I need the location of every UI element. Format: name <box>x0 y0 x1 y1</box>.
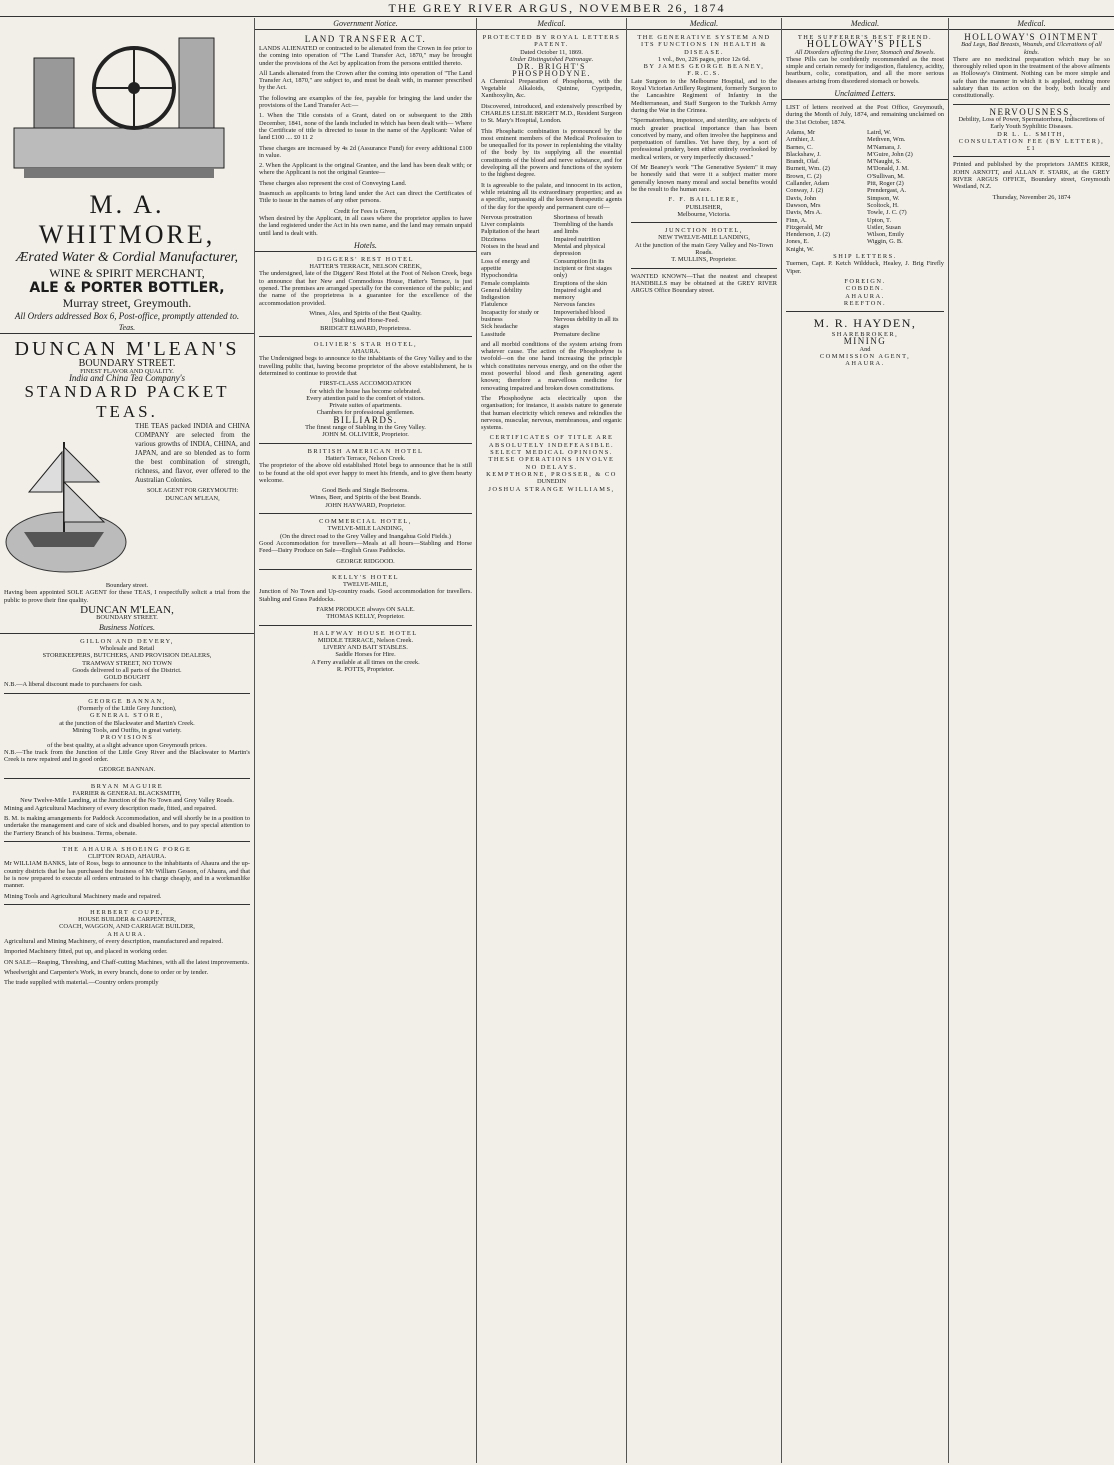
phosphodyne-para: and all morbid conditions of the system arising from whatever cause. The action of the Phosphodyne is twofold—on the one hand increasing the principle which constitutes nervous energy, and on the other the most powerful blood and flesh generating agent known; therefore a marvellous medicine for renovating impaired and broken down constitutions. <box>481 340 622 392</box>
land-transfer-para: These charges are increased by 4s 2d (Assurance Fund) for every additional £100 in value. <box>259 144 472 159</box>
kelly-line: TWELVE-MILE, <box>342 581 389 589</box>
phosphodyne-para: Discovered, introduced, and extensively prescribed by CHARLES LESLIE BRIGHT M.D., Resident Surgeon to St. Mary's Hospital, London. <box>481 102 622 125</box>
duncan-sig: DUNCAN M'LEAN, <box>80 604 174 617</box>
names-list-b <box>867 129 944 253</box>
whitmore-sub3: ALE & PORTER BOTTLER, <box>29 280 225 297</box>
duncan-title: DUNCAN M'LEAN'S <box>14 338 240 361</box>
gillon-line: Wholesale and Retail <box>99 644 155 652</box>
land-transfer-para: Credit for Fees is Given, <box>333 207 397 215</box>
generative-para: Of Mr Beaney's work "The Generative System" it may be honestly said that were it a subject matter more generally known many moral and social benefits would be the result to the human race. <box>631 164 777 193</box>
condition-item: Nervous debility in all its stages <box>553 315 619 331</box>
bannan-line: PROVISIONS <box>100 734 154 742</box>
land-transfer-para: Inasmuch as applicants to bring land under the Act can direct the Certificates of Title to issue in the names of any other persons. <box>259 190 472 205</box>
teas-header: Teas. <box>0 322 254 334</box>
agent-street: Boundary street. <box>105 582 149 590</box>
condition-item: Nervous fancies <box>553 301 595 309</box>
condition-item: Lassitude <box>481 330 506 338</box>
wanted-known: WANTED KNOWN—That the neatest and cheapest HANDBILLS may be obtained at the GREY RIVER ARGUS Office Boundary street. <box>631 272 777 295</box>
letters-intro: LIST of letters received at the Post Office, Greymouth, during the Month of July, 1874, and remaining unclaimed on the 31st October, 1874. <box>786 104 944 126</box>
condition-item: Sick headache <box>481 323 518 331</box>
reefton: REEFTON. <box>843 299 887 307</box>
diggers-line: HATTER'S TERRACE, NELSON CREEK, <box>309 263 422 271</box>
olivier-line: Private suites of apartments. <box>329 402 402 410</box>
whitmore-sub2: WINE & SPIRIT MERCHANT, <box>49 266 205 281</box>
bannan-line: GEORGE BANNAN. <box>98 766 156 774</box>
ahaura-line: Mining Tools and Agricultural Machinery made and repaired. <box>4 892 162 900</box>
condition-item: Shortness of breath <box>553 213 603 221</box>
condition-item: Flatulence <box>481 301 508 309</box>
british-line: JOHN HAYWARD, Proprietor. <box>325 501 406 509</box>
condition-item: Incapacity for study or business <box>481 308 540 323</box>
foreign: FOREIGN. <box>844 277 886 285</box>
nervousness-line: Debility, Loss of Power, Spermatorrhœa, Indiscretions of Early Youth Syphilitic Diseases. <box>958 115 1105 131</box>
diggers-line: The undersigned, late of the Diggers' Rest Hotel at the Foot of Nelson Creek, begs to announce that her New and Commodious House, Hatter's Terrace, is just opened. The premises are arranged specially for the convenience of the public; and the name of the proprietress is a guarantee for the excellence of the accommodation provided. <box>259 270 472 307</box>
condition-item: Liver complaints <box>481 221 525 229</box>
coupe-line: Wheelwright and Carpenter's Work, in every branch, done to order or by tender. <box>4 968 209 976</box>
duncan-sig2: BOUNDARY STREET. <box>96 614 158 622</box>
coupe-line: ON SALE—Reaping, Threshing, and Chaff-cutting Machines, with all the latest improvements. <box>4 958 250 966</box>
date-line: Thursday, November 26, 1874 <box>992 193 1071 201</box>
condition-item: Impoverished blood <box>553 308 605 316</box>
condition-item: Impaired nutrition <box>553 235 601 243</box>
letter-name: Wiggin, G. B. <box>867 238 903 246</box>
letter-name: Fitzgerald, Mr <box>786 223 823 231</box>
generative-para: Late Surgeon to the Melbourne Hospital, and to the Royal Victorian Artillery Regiment, formerly Surgeon to the Lancashire Regiment of Infantry in the Mediterranean, and Staff Surgeon to the Turkish Army during the War in the Crimea. <box>631 77 777 114</box>
condition-item: Eruptions of the skin <box>553 279 607 287</box>
condition-item: Loss of energy and appetite <box>481 257 530 272</box>
friend-line: THE SUFFERER'S BEST FRIEND. <box>797 34 933 41</box>
land-transfer-para: The following are examples of the fee, payable for bringing the land under the provisions of the Land Transfer Act:— <box>259 94 472 110</box>
letter-name: M'Guire, John (2) <box>867 150 913 158</box>
condition-item: Dizziness <box>481 235 506 243</box>
land-transfer-para: LANDS ALIENATED or contracted to be alienated from the Crown in fee prior to the coming into operation of "The Land Transfer Act, 1870," may be brought under the provisions of the Act by application from the persons entitled thereto. <box>259 45 472 67</box>
letter-name: Scoltock, H. <box>867 201 899 209</box>
bailliere: F. F. BAILLIERE, <box>668 196 740 204</box>
finest-flavor: FINEST FLAVOR AND QUALITY. <box>80 367 174 375</box>
bannan-line: N.B.—The track from the Junction of the Little Grey River and the Blackwater to Martin's Creek is now repaired and in good order. <box>4 748 250 764</box>
hayden-line: COMMISSION AGENT, <box>819 352 911 360</box>
halfway-title: HALFWAY HOUSE HOTEL <box>313 629 418 637</box>
maguire-line: FARRIER & GENERAL BLACKSMITH, <box>72 790 182 798</box>
engraving-machinery <box>4 18 234 188</box>
commercial-title: COMMERCIAL HOTEL, <box>319 518 412 526</box>
olivier-line: for which the house has become celebrated. <box>309 387 422 395</box>
land-transfer-para: 2. When the Applicant is the original Grantee, and the land has been dealt with; or where the Applicant is not the original Grantee— <box>259 162 472 177</box>
commercial-line: GEORGE RIDGOOD. <box>336 557 395 565</box>
condition-item: Impaired sight and memory <box>553 286 602 302</box>
british-title: BRITISH AMERICAN HOTEL <box>307 447 424 455</box>
letter-name: Methven, Wm. <box>867 136 906 144</box>
junction-line: At the junction of the main Grey Valley and No-Town Roads. <box>634 241 774 257</box>
tea-text: THE TEAS packed INDIA and CHINA COMPANY are selected from the various growths of INDIA, CHINA, and JAPAN, and are so blended as to form the best combination of strength, richness, and flavor, ever offered to the Australian Colonies. <box>135 422 250 485</box>
junction-title: JUNCTION HOTEL, <box>665 227 743 235</box>
business-header: Business Notices. <box>0 622 254 634</box>
letter-name: Adams, Mr <box>786 128 816 136</box>
letter-name: Jones, E. <box>786 238 809 246</box>
gillon-line: N.B.—A liberal discount made to purchasers for cash. <box>4 681 143 689</box>
condition-item: Hypochondria <box>481 272 518 280</box>
land-transfer-para: When desired by the Applicant, in all cases where the proprietor applies to have the land registered under the Act in his own name, and the land may remain unpaid until land is dealt with. <box>259 214 472 237</box>
ointment-sub: Bad Legs, Bad Breasts, Wounds, and Ulcerations of all kinds. <box>961 41 1102 56</box>
letter-name: Simpson, W. <box>867 194 900 202</box>
olivier-title: OLIVIER'S STAR HOTEL, <box>313 340 418 348</box>
melbourne: Melbourne, Victoria. <box>677 210 731 218</box>
beaney-line: BY JAMES GEORGE BEANEY, F.R.C.S. <box>643 63 765 78</box>
halfway-line: A Ferry available at all times on the creek. <box>311 658 420 666</box>
land-transfer-para: All Lands alienated from the Crown after the coming into operation of "The Land Transfer Act, 1870," are subject to, and must be dealt with, in manner prescribed by the Act. <box>259 69 472 92</box>
hotels-header: Hotels. <box>255 240 476 252</box>
printed-line: Printed and published by the proprietors JAMES KERR, JOHN ARNOTT, and ALLAN F. STARK, at the GREY RIVER ARGUS OFFICE, Boundary street, Greymouth Westland, N.Z. <box>953 161 1110 191</box>
olivier-line: AHAURA. <box>351 348 380 356</box>
condition-item: Mental and physical depression <box>553 243 606 258</box>
kempthorne: KEMPTHORNE, PROSSER, & CO <box>486 470 617 478</box>
medical-header: Medical. <box>782 18 948 30</box>
letter-name: Barnes, C. <box>786 143 813 151</box>
condition-item: Premature decline <box>553 330 600 338</box>
maguire-line: New Twelve-Mile Landing, at the Junction of the No Town and Grey Valley Roads. <box>20 797 234 805</box>
olivier-line: Every attention paid to the comfort of visitors. <box>306 394 425 402</box>
ointment-para: There are no medicinal preparation which may be so thoroughly relied upon in the treatment of the above ailments as Holloway's Ointment. Nothing can be more simple and safe than the manner in which it is applied, nothing more salutary than its action on the body, both locally and constitutionally. <box>953 55 1110 100</box>
pills-para: These Pills can be confidently recommended as the most simple and certain remedy for indigestion, flatulency, acidity, heartburn, colic, constipation, and all the more serious diseases arising from disordered stomach or bowels. <box>786 55 944 85</box>
letter-name: Pitt, Roger (2) <box>867 180 904 188</box>
olivier-line: JOHN M. OLLIVIER, Proprietor. <box>322 431 409 439</box>
condition-item: Female complaints <box>481 279 530 287</box>
letter-name: Finn, A. <box>786 216 807 224</box>
coupe-line: The trade supplied with material.—Country orders promptly <box>4 979 159 987</box>
letter-name: Brown, C. (2) <box>786 172 822 180</box>
masthead: THE GREY RIVER ARGUS, NOVEMBER 26, 1874 <box>0 0 1114 17</box>
coupe-line: HOUSE BUILDER & CARPENTER, <box>78 916 176 924</box>
generative-para: "Spermatorrhœa, impotence, and sterility, are subjects of much greater practical importance than has been conceived by many, and often involve the happiness and perpetuation of families. Yet have they, by a sort of professional prudery, been either entirely overlooked by medical writers, or very imperfectly discussed." <box>631 117 777 161</box>
land-transfer-title: LAND TRANSFER ACT. <box>304 34 427 44</box>
land-transfer-para: These charges also represent the cost of Conveying Land. <box>259 179 407 187</box>
letter-name: Brandt, Olaf. <box>786 158 820 166</box>
patronage-line: Under Distinguished Patronage. <box>509 55 594 63</box>
letter-name: M'Donald, J. M. <box>867 165 909 173</box>
holloway-pills: HOLLOWAY'S PILLS <box>806 39 924 51</box>
vol-line: 1 vol., 8vo, 226 pages, price 12s 6d. <box>657 55 751 63</box>
bright-title: DR. BRIGHT'S PHOSPHODYNE. <box>512 62 591 79</box>
letter-name: Ustler, Susan <box>867 223 901 231</box>
publisher: PUBLISHER, <box>685 203 723 211</box>
standard-packet: STANDARD PACKET TEAS. <box>24 382 230 422</box>
dated-line: Dated October 11, 1869. <box>520 48 583 56</box>
kelly-line: THOMAS KELLY, Proprietor. <box>326 613 405 621</box>
bannan-line: (Formerly of the Little Grey Junction), <box>77 705 177 713</box>
ship-letters: SHIP LETTERS. <box>833 253 897 261</box>
condition-item: Trembling of the hands and limbs <box>553 221 614 236</box>
commercial-line: (On the direct road to the Grey Valley and Inangahua Gold Fields.) <box>280 532 451 540</box>
whitmore-title: M. A. WHITMORE, <box>38 190 216 250</box>
india-china: India and China Tea Company's <box>68 372 186 383</box>
select-opinions: SELECT MEDICAL OPINIONS. <box>490 449 613 457</box>
gillon-title: GILLON AND DEVERY, <box>80 637 174 645</box>
halfway-line: LIVERY AND BAIT STABLES. <box>323 644 408 652</box>
ship-line: Tuernen, Capt. P. Ketch Wildduck, Healey, J. Brig Firefly Viper. <box>786 260 944 275</box>
medical-header: Medical. <box>949 18 1114 30</box>
coupe-line: AHAURA. <box>107 930 147 938</box>
commercial-line: TWELVE-MILE LANDING, <box>327 525 404 533</box>
bannan-line: GENERAL STORE, <box>90 712 164 720</box>
halfway-line: R. POTTS, Proprietor. <box>336 666 395 674</box>
letter-name: Arnthier, J. <box>786 136 815 144</box>
whitmore-sub1: Ærated Water & Cordial Manufacturer, <box>15 250 239 266</box>
letter-name: Henderson, J. (2) <box>786 231 831 239</box>
gillon-line: GOLD BOUGHT <box>104 674 150 682</box>
diggers-line: BRIDGET ELWARD, Proprietress. <box>320 324 411 332</box>
diggers-line: Wines, Ales, and Spirits of the Best Quality. <box>309 309 422 317</box>
junction-line: NEW TWELVE-MILE LANDING, <box>658 234 750 242</box>
phosphodyne-para: A Chemical Preparation of Phosphorus, with the Vegetable Alkaloids, Quinine, Cypripedin, Xanthoxylin, &c. <box>481 77 622 100</box>
maguire-line: B. M. is making arrangements for Paddock Accommodation, and will shortly be in a position to undertake the management and care of sick and disabled horses, and to pay special attention to the Farriery Branch of his business. Terms, obenate. <box>4 814 250 837</box>
cobden: COBDEN. <box>845 285 885 293</box>
condition-item: Palpitation of the heart <box>481 228 540 236</box>
letter-name: Burnett, Wm. (2) <box>786 165 830 173</box>
generative-title: THE GENERATIVE SYSTEM AND ITS FUNCTIONS IN HEALTH & DISEASE. <box>637 34 771 56</box>
gillon-line: STOREKEEPERS, BUTCHERS, AND PROVISION DEALERS, <box>42 652 212 660</box>
bannan-line: of the best quality, at a slight advance upon Greymouth prices. <box>47 741 207 749</box>
letter-name: O'Sullivan, M. <box>867 172 905 180</box>
olivier-line: BILLIARDS. <box>333 414 398 425</box>
halfway-line: Saddle Horses for Hire. <box>335 651 396 659</box>
letter-name: Towle, J. C. (7) <box>867 209 907 217</box>
agent-name: DUNCAN M'LEAN, <box>165 495 220 503</box>
coupe-title: HERBERT COUPE, <box>90 908 164 916</box>
government-notice-header: Government Notice. <box>255 18 476 30</box>
letter-name: M'Namara, J. <box>867 143 902 151</box>
williams-sig: JOSHUA STRANGE WILLIAMS, <box>488 485 615 493</box>
maguire-title: BRYAN MAGUIRE <box>90 782 164 790</box>
coupe-line: COACH, WAGGON, AND CARRIAGE BUILDER, <box>59 923 195 931</box>
column-5 <box>782 18 949 1463</box>
diggers-title: DIGGERS' REST HOTEL <box>317 255 414 263</box>
medical-header: Medical. <box>627 18 781 30</box>
certificates-heading: CERTIFICATES OF TITLE ARE ABSOLUTELY INDEFEASIBLE. <box>488 434 615 449</box>
pills-sub: All Disorders affecting the Liver, Stomach and Bowels. <box>794 48 936 56</box>
unclaimed-header: Unclaimed Letters. <box>782 88 948 100</box>
british-line: The proprietor of the above old established Hotel begs to announce that he is still to be found at the old spot ever happy to meet his friends, and to give them hearty welcome. <box>259 462 472 484</box>
condition-item: Nervous prostration <box>481 213 532 221</box>
hayden-line: AHAURA. <box>845 360 885 368</box>
hayden-line: MINING <box>843 336 887 347</box>
letter-name: Conway, J. (2) <box>786 187 824 195</box>
olivier-line: FIRST-CLASS ACCOMODATION <box>319 380 412 388</box>
letter-name: Knight, W. <box>786 245 814 253</box>
ahaura-title: THE AHAURA SHOEING FORGE <box>62 845 192 853</box>
boundary-street: BOUNDARY STREET. <box>78 358 176 370</box>
junction-line: T. MULLINS, Proprietor. <box>671 256 737 264</box>
hayden-line: SHAREBROKER, <box>831 331 899 339</box>
coupe-line: Imported Machinery fitted, put up, and placed in working order. <box>4 948 168 956</box>
letter-name: Blackshaw, J. <box>786 150 821 158</box>
column-6 <box>949 18 1114 1463</box>
commercial-line: Good Accommodation for travellers—Meals at all hours—Stabling and Horse Feed—Dairy Produce on Sale—English Grass Paddocks. <box>259 539 472 555</box>
patent-line: PROTECTED BY ROYAL LETTERS PATENT. <box>482 34 621 49</box>
british-line: Hatter's Terrace, Nelson Creek. <box>325 454 406 462</box>
diggers-line: [Stabling and Horse-Feed. <box>331 317 400 325</box>
names-list-a <box>786 129 863 253</box>
letter-name: Upton, T. <box>867 216 892 224</box>
olivier-line: The Undersigned begs to announce to the inhabitants of the Grey Valley and to the travelling public that, having become proprietor of the above establishment, he is determined to continue to provide that <box>259 355 472 377</box>
condition-item: General debility <box>481 286 523 294</box>
land-transfer-para: 1. When the Title consists of a Grant, dated on or subsequent to the 28th December, 1841, none of the lands included in which has been dealt with— Where the Certificate of title is directed to issue in the name of the Applicant: Value of land £100 .... £0 11 2 <box>259 112 472 142</box>
holloway-ointment: HOLLOWAY'S OINTMENT <box>964 32 1099 42</box>
whitmore-sub4: Murray street, Greymouth. <box>62 296 192 311</box>
column-4 <box>627 18 782 1463</box>
condition-item: Indigestion <box>481 294 510 302</box>
british-line: Wines, Beer, and Spirits of the best Brands. <box>309 494 422 502</box>
olivier-line: Chambers for professional gentlemen. <box>316 409 415 417</box>
letter-name: Laird, W. <box>867 128 891 136</box>
phosphodyne-para: The Phosphodyne acts electrically upon the organisation; for instance, it assists nature to generate that human electricity which renews and rekindles the nervous, muscular, nervous, membranous, and organic systems. <box>481 394 622 432</box>
dunedin: DUNEDIN <box>536 478 567 486</box>
ahaura: AHAURA. <box>845 292 885 300</box>
ahaura-line: CLIFTON ROAD, AHAURA. <box>87 853 167 861</box>
ahaura-line: Mr WILLIAM BANKS, late of Ross, begs to announce to the inhabitants of Ahaura and the up-country districts that he has purchased the business of Mr William Gesson, of Ahaura, and that he is now prepared to execute all orders entrusted to his charge cheaply, and in a workmanlike manner. <box>4 860 250 890</box>
letter-name: Prendergast, A. <box>867 187 907 195</box>
kelly-title: KELLY'S HOTEL <box>331 573 400 581</box>
letter-name: Dawson, Mrs <box>786 201 821 209</box>
phosphodyne-para: This Phosphatic combination is pronounced by the most eminent members of the Medical Profession to be unequalled for its power in replenishing the vitality of the body by its supplying all the essential constituents of the blood and nerve substance, and for developing all the powers and functions of the system to the highest degree. <box>481 127 622 179</box>
consult-fee: CONSULTATION FEE (BY LETTER), £1 <box>958 137 1105 153</box>
condition-item: Noises in the head and ears <box>481 243 539 258</box>
halfway-line: MIDDLE TERRACE, Nelson Creek. <box>317 636 414 644</box>
bannan-line: Mining Tools, and Outfits, in great variety. <box>72 726 182 734</box>
coupe-line: Agricultural and Mining Machinery, of every description, manufactured and repaired. <box>4 938 223 946</box>
british-line: Good Beds and Single Bedrooms. <box>322 487 409 495</box>
bannan-title: GEORGE BANNAN, <box>88 697 166 705</box>
engraving-ship <box>4 422 129 582</box>
whitmore-sub5: All Orders addressed Box 6, Post-office, promptly attended to. <box>14 311 240 322</box>
olivier-line: The finest range of Stabling in the Grey Valley. <box>305 424 426 432</box>
hayden-line: And <box>859 345 871 353</box>
condition-item: Consumption (in its incipient or first stages only) <box>553 257 612 280</box>
smith-title: DR L. L. SMITH, <box>997 130 1066 138</box>
column-1 <box>0 18 255 1463</box>
column-3 <box>477 18 627 1463</box>
nervousness-title: NERVOUSNESS, <box>989 106 1074 117</box>
column-2 <box>255 18 477 1463</box>
gillon-line: TRAMWAY STREET, NO TOWN <box>82 659 172 667</box>
maguire-line: Mining and Agricultural Machinery of every description made, fitted, and repaired. <box>4 804 217 812</box>
phosphodyne-para: It is agreeable to the palate, and innocent in its action, while retaining all its extraordinary properties; and as a specific, surpassing all the known therapeutic agents of the day for the speedy and permanent cure of— <box>481 181 622 211</box>
kelly-line: Junction of No Town and Up-country roads. Good accommodation for travellers. Stabling and Grass Paddocks. <box>259 588 472 603</box>
hayden-title: M. R. HAYDEN, <box>813 316 917 331</box>
conditions-list <box>481 214 622 338</box>
letter-name: Davis, Mrs A. <box>786 209 822 217</box>
letter-name: Wilson, Emily <box>867 231 905 239</box>
operations-heading: THESE OPERATIONS INVOLVE NO DELAYS. <box>488 456 615 471</box>
kelly-line: FARM PRODUCE always ON SALE. <box>316 606 415 613</box>
gillon-line: Goods delivered to all parts of the District. <box>72 666 182 674</box>
having-been: Having been appointed SOLE AGENT for these TEAS, I respectfully solicit a trial from the public to prove their fine quality. <box>4 589 250 604</box>
letter-name: Callander, Adam <box>786 180 830 188</box>
bannan-line: at the junction of the Blackwater and Martin's Creek. <box>59 719 195 727</box>
sole-agent: SOLE AGENT FOR GREYMOUTH: <box>146 488 239 495</box>
letter-name: M'Naught, S. <box>867 158 901 166</box>
medical-header: Medical. <box>477 18 626 30</box>
letter-name: Davis, John <box>786 194 817 202</box>
